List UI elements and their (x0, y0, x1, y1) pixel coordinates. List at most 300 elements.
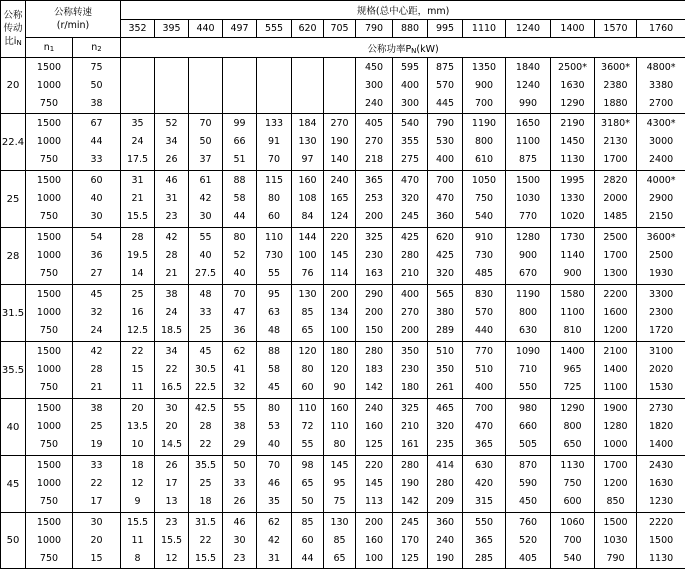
value-line: 285 (474, 552, 494, 564)
value-line: 45 (267, 382, 281, 393)
value-line: 4800* (646, 61, 676, 73)
value-line: 110 (330, 421, 349, 432)
value-line: 253 (364, 193, 384, 204)
size-cell: 1110 (463, 20, 506, 38)
value-line: 13.5 (126, 421, 149, 432)
value-line: 145 (330, 250, 349, 261)
value-line (324, 59, 355, 77)
value-line: 870 (518, 460, 538, 471)
value-line: 660 (518, 421, 538, 432)
value-line: 1100 (515, 136, 541, 147)
value-line: 218 (364, 154, 384, 165)
value-line: 1400 (603, 364, 628, 375)
value-line: 88 (233, 175, 246, 186)
value-line: 510 (474, 364, 494, 375)
power-cell (506, 399, 551, 456)
power-cell (356, 342, 393, 399)
n2-cell (73, 342, 121, 399)
value-line: 8 (134, 552, 141, 564)
value-line: 1580 (560, 289, 585, 300)
value-line: 1650 (515, 118, 541, 129)
value-line: 48 (199, 289, 212, 300)
size-cell: 790 (356, 20, 393, 38)
value-line: 1500 (648, 534, 674, 546)
value-line: 42 (90, 346, 103, 357)
value-line: 800 (474, 136, 494, 147)
value-line: 32 (233, 382, 246, 393)
value-line: 65 (301, 478, 314, 489)
value-line: 1700 (603, 154, 628, 165)
value-line: 28 (165, 250, 178, 261)
size-cell: 880 (393, 20, 428, 38)
value-line (189, 77, 222, 95)
value-line: 1030 (603, 534, 628, 546)
value-line: 240 (364, 403, 384, 414)
ratio-cell: 22.4 (1, 114, 26, 171)
value-line: 1130 (648, 552, 674, 564)
power-cell (463, 114, 506, 171)
value-line: 3100 (648, 346, 674, 357)
value-line: 27 (90, 268, 103, 279)
value-line: 4000* (646, 175, 676, 186)
value-line: 3180* (601, 118, 630, 129)
value-line: 1230 (648, 496, 674, 507)
value-line: 80 (267, 193, 281, 204)
value-line: 1400 (648, 439, 674, 450)
power-cell (257, 399, 292, 456)
value-line: 31 (165, 193, 178, 204)
value-line: 55 (199, 232, 212, 243)
value-line: 220 (330, 232, 349, 243)
value-line (223, 77, 256, 95)
value-line: 770 (474, 346, 494, 357)
value-line: 200 (364, 516, 384, 528)
value-line (257, 77, 291, 95)
value-line: 4300* (646, 118, 676, 129)
power-cell (637, 399, 685, 456)
power-cell (155, 285, 189, 342)
n2-cell (73, 456, 121, 513)
value-line: 26 (165, 154, 178, 165)
value-line: 990 (518, 97, 538, 109)
value-line: 540 (474, 211, 494, 222)
size-cell: 555 (257, 20, 292, 38)
value-line: 19 (90, 439, 103, 450)
value-line: 140 (330, 154, 349, 165)
value-line: 245 (400, 211, 420, 222)
value-line: 60 (301, 382, 314, 393)
power-cell (121, 456, 155, 513)
value-line: 133 (264, 118, 284, 129)
value-line: 95 (333, 478, 346, 489)
value-line: 1020 (560, 211, 585, 222)
power-cell (121, 342, 155, 399)
power-cell (428, 513, 463, 569)
power-cell (324, 513, 356, 569)
power-cell (356, 513, 393, 569)
power-cell (223, 456, 257, 513)
value-line: 505 (518, 439, 538, 450)
value-line: 1900 (603, 403, 628, 414)
value-line (257, 95, 291, 113)
ratio-cell: 50 (1, 513, 26, 569)
value-line: 65 (301, 325, 314, 336)
power-cell (292, 114, 324, 171)
power-cell (506, 285, 551, 342)
value-line: 2700 (648, 97, 674, 109)
value-line: 1840 (515, 61, 541, 73)
value-line: 2190 (560, 118, 585, 129)
value-line: 700 (435, 175, 455, 186)
value-line: 2400 (648, 154, 674, 165)
spec-header: 规格(总中心距，mm) (121, 1, 685, 20)
value-line: 30 (90, 516, 103, 528)
value-line: 130 (298, 289, 317, 300)
value-line: 100 (330, 325, 349, 336)
value-line: 2500* (558, 61, 587, 73)
value-line: 100 (364, 552, 384, 564)
power-cell (428, 285, 463, 342)
value-line (189, 59, 222, 77)
value-line: 46 (233, 516, 246, 528)
power-cell (121, 399, 155, 456)
value-line: 900 (474, 79, 494, 91)
value-line: 1350 (471, 61, 497, 73)
value-line: 15.5 (160, 534, 183, 546)
size-cell: 1240 (506, 20, 551, 38)
value-line: 270 (330, 118, 349, 129)
value-line: 280 (400, 250, 420, 261)
value-line: 130 (298, 136, 317, 147)
value-line: 1500 (36, 289, 62, 300)
value-line: 610 (474, 154, 494, 165)
power-cell (506, 171, 551, 228)
value-line: 2000 (603, 193, 628, 204)
value-line: 55 (267, 268, 281, 279)
value-line: 700 (563, 534, 582, 546)
value-line: 280 (400, 460, 420, 471)
value-line: 300 (400, 97, 420, 109)
power-cell (551, 513, 595, 569)
value-line: 850 (606, 496, 625, 507)
value-line: 28 (131, 232, 144, 243)
value-line: 350 (400, 346, 420, 357)
power-header: 公称功率$P_N(kW)$ (121, 38, 685, 58)
value-line: 50 (233, 460, 246, 471)
n1-cell (26, 456, 73, 513)
value-line: 20 (131, 403, 144, 414)
value-line: 1000 (36, 421, 62, 432)
power-cell (189, 228, 223, 285)
power-cell (257, 513, 292, 569)
value-line: 27.5 (194, 268, 217, 279)
value-line: 420 (474, 478, 494, 489)
power-cell (257, 285, 292, 342)
value-line: 25 (90, 421, 103, 432)
value-line: 1090 (515, 346, 541, 357)
value-line: 750 (39, 439, 59, 450)
value-line: 21 (131, 193, 144, 204)
power-cell (393, 513, 428, 569)
value-line: 60 (90, 175, 103, 186)
value-line: 51 (233, 154, 246, 165)
value-line: 400 (435, 154, 455, 165)
value-line: 240 (330, 175, 349, 186)
value-line: 144 (298, 232, 317, 243)
value-line: 70 (267, 154, 281, 165)
value-line: 110 (264, 232, 284, 243)
ratio-group-row (1, 114, 685, 171)
value-line: 1000 (36, 250, 62, 261)
power-cell (356, 114, 393, 171)
value-line (121, 59, 154, 77)
value-line: 550 (518, 382, 538, 393)
power-cell (223, 171, 257, 228)
value-line: 28 (90, 364, 103, 375)
value-line: 2300 (648, 307, 674, 318)
value-line: 750 (39, 97, 59, 109)
value-line: 15 (90, 552, 103, 564)
value-line: 14.5 (160, 439, 183, 450)
value-line: 91 (267, 136, 281, 147)
power-cell (595, 456, 637, 513)
size-cell: 705 (324, 20, 356, 38)
value-line: 2100 (603, 346, 628, 357)
value-line: 1995 (560, 175, 585, 186)
value-line: 1600 (603, 307, 628, 318)
value-line: 790 (435, 118, 455, 129)
power-cell (428, 228, 463, 285)
value-line: 44 (301, 552, 314, 564)
value-line (189, 95, 222, 113)
value-line: 170 (400, 534, 420, 546)
value-line: 800 (518, 307, 538, 318)
value-line: 565 (435, 289, 455, 300)
value-line (292, 59, 323, 77)
value-line: 1630 (648, 478, 674, 489)
value-line: 125 (364, 439, 384, 450)
value-line: 325 (364, 232, 384, 243)
power-cell (324, 58, 356, 114)
power-cell (463, 228, 506, 285)
value-line: 30 (233, 534, 246, 546)
power-cell (595, 114, 637, 171)
n1-cell (26, 342, 73, 399)
value-line: 350 (435, 364, 455, 375)
power-cell (155, 399, 189, 456)
value-line: 18 (131, 460, 144, 471)
power-cell (292, 399, 324, 456)
value-line: 400 (400, 79, 420, 91)
value-line: 40 (90, 193, 103, 204)
value-line: 38 (233, 421, 246, 432)
value-line: 145 (330, 460, 349, 471)
value-line: 30 (90, 211, 103, 222)
value-line: 1280 (603, 421, 628, 432)
value-line: 280 (435, 478, 455, 489)
power-cell (121, 285, 155, 342)
value-line: 595 (400, 61, 420, 73)
value-line: 750 (39, 211, 59, 222)
value-line: 55 (233, 403, 246, 414)
value-line: 31.5 (194, 516, 217, 528)
value-line: 750 (474, 193, 494, 204)
value-line: 600 (563, 496, 582, 507)
value-line: 30.5 (194, 364, 217, 375)
value-line: 34 (165, 346, 178, 357)
value-line: 23 (233, 552, 246, 564)
value-line: 3000 (648, 136, 674, 147)
value-line: 165 (330, 193, 349, 204)
value-line: 33 (90, 154, 103, 165)
value-line: 875 (435, 61, 455, 73)
value-line (324, 95, 355, 113)
value-line: 62 (267, 516, 281, 528)
power-cell (463, 171, 506, 228)
power-cell (189, 285, 223, 342)
value-line: 15 (131, 364, 144, 375)
power-cell (506, 456, 551, 513)
value-line: 90 (333, 382, 346, 393)
power-cell (292, 285, 324, 342)
size-cell: 995 (428, 20, 463, 38)
n2-cell (73, 58, 121, 114)
value-line: 17 (165, 478, 178, 489)
value-line: 12 (131, 478, 144, 489)
value-line: 32 (90, 307, 103, 318)
value-line: 450 (518, 496, 538, 507)
value-line: 650 (563, 439, 582, 450)
value-line: 62 (233, 346, 246, 357)
ratio-header: 公称 传动 比$i_N$ (1, 1, 26, 58)
value-line: 875 (518, 154, 538, 165)
value-line: 33 (90, 460, 103, 471)
value-line: 88 (267, 346, 281, 357)
power-cell (223, 513, 257, 569)
value-line: 670 (518, 268, 538, 279)
value-line: 510 (435, 346, 455, 357)
value-line: 17 (90, 496, 103, 507)
value-line: 75 (333, 496, 346, 507)
value-line: 485 (474, 268, 494, 279)
value-line: 31 (267, 552, 281, 564)
value-line: 910 (474, 232, 494, 243)
value-line (223, 59, 256, 77)
power-cell (121, 171, 155, 228)
value-line: 58 (233, 193, 246, 204)
power-cell (595, 228, 637, 285)
power-cell (595, 342, 637, 399)
power-cell (637, 513, 685, 569)
power-cell (506, 58, 551, 114)
value-line (223, 95, 256, 113)
value-line: 1190 (515, 289, 541, 300)
value-line: 1000 (36, 307, 62, 318)
value-line: 710 (518, 364, 538, 375)
value-line: 80 (233, 232, 246, 243)
speed-header: 公称转速 (r/min) (26, 1, 121, 38)
value-line: 120 (298, 346, 317, 357)
value-line: 66 (233, 136, 246, 147)
power-cell (155, 171, 189, 228)
power-cell (506, 513, 551, 569)
value-line: 1000 (36, 534, 62, 546)
power-cell (506, 342, 551, 399)
value-line: 85 (301, 307, 314, 318)
power-cell (595, 171, 637, 228)
power-cell (595, 58, 637, 114)
value-line: 750 (39, 154, 59, 165)
value-line: 2730 (648, 403, 674, 414)
value-line: 50 (199, 136, 212, 147)
value-line: 315 (474, 496, 494, 507)
value-line: 160 (298, 175, 317, 186)
power-cell (189, 171, 223, 228)
power-cell (551, 228, 595, 285)
value-line: 1500 (36, 175, 62, 186)
value-line: 25 (199, 478, 212, 489)
power-cell (155, 114, 189, 171)
ratio-group-row (1, 285, 685, 342)
size-cell: 440 (189, 20, 223, 38)
power-cell (257, 456, 292, 513)
value-line: 18 (199, 496, 212, 507)
value-line: 42 (267, 534, 281, 546)
value-line: 115 (264, 175, 284, 186)
ratio-cell: 35.5 (1, 342, 26, 399)
value-line: 1500 (36, 232, 62, 243)
power-cell (595, 513, 637, 569)
ratio-group-row (1, 171, 685, 228)
value-line: 161 (400, 439, 420, 450)
ratio-cell: 45 (1, 456, 26, 513)
value-line: 45 (90, 289, 103, 300)
value-line: 38 (90, 403, 103, 414)
power-cell (506, 228, 551, 285)
value-line: 1100 (560, 307, 585, 318)
ratio-group-row (1, 456, 685, 513)
value-line (324, 77, 355, 95)
value-line: 235 (435, 439, 455, 450)
power-cell (155, 513, 189, 569)
power-cell (223, 342, 257, 399)
value-line: 2430 (648, 460, 674, 471)
value-line: 325 (400, 403, 420, 414)
value-line: 1290 (560, 403, 585, 414)
value-line: 23 (165, 211, 178, 222)
value-line: 48 (267, 325, 281, 336)
value-line: 1700 (603, 460, 628, 471)
value-line: 980 (518, 403, 538, 414)
value-line: 18.5 (160, 325, 183, 336)
power-cell (356, 285, 393, 342)
value-line: 240 (435, 534, 455, 546)
value-line: 3380 (648, 79, 674, 91)
n2-cell (73, 513, 121, 569)
power-cell (463, 342, 506, 399)
value-line: 1530 (648, 382, 674, 393)
value-line: 1200 (603, 478, 628, 489)
power-cell (393, 399, 428, 456)
n1-cell (26, 285, 73, 342)
value-line: 1000 (36, 79, 62, 91)
power-cell (292, 58, 324, 114)
value-line: 1030 (515, 193, 541, 204)
value-line: 830 (474, 289, 494, 300)
value-line: 1485 (603, 211, 628, 222)
power-cell (551, 171, 595, 228)
value-line: 15.5 (126, 211, 149, 222)
